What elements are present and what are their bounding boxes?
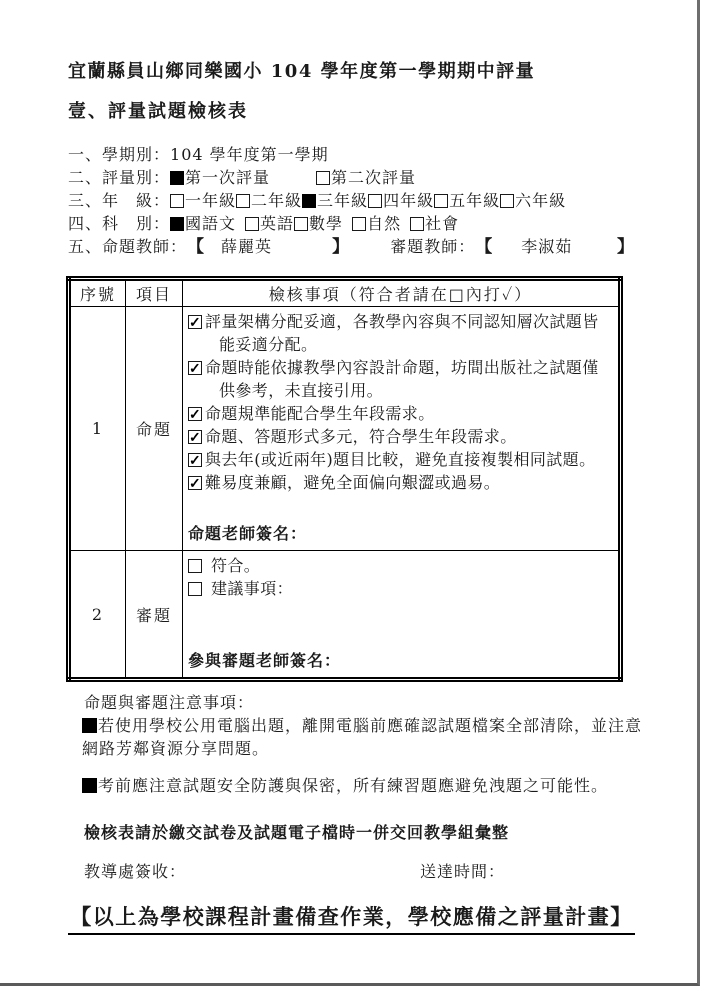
- checkbox-checked-icon[interactable]: [188, 315, 202, 329]
- checkbox-empty-icon[interactable]: [188, 559, 202, 573]
- signature-label: 參與審題老師簽名：: [188, 651, 342, 670]
- filled-square-icon: [82, 718, 97, 733]
- row-item: 審題: [126, 551, 183, 680]
- grade-option-6[interactable]: [500, 190, 566, 212]
- field-subject: [68, 213, 635, 235]
- checkbox-filled-icon[interactable]: [302, 194, 316, 208]
- checkbox-empty-icon[interactable]: [188, 582, 202, 596]
- checkbox-label: 社會: [425, 214, 460, 233]
- checklist-item: [188, 448, 614, 471]
- bracket-open: 【: [187, 237, 206, 257]
- evaluation-label: 二、評量別：: [68, 168, 171, 187]
- table-row: [69, 551, 621, 680]
- checklist-text: 評量架構分配妥適，各教學內容與不同認知層次試題皆能妥適分配。: [205, 312, 599, 354]
- field-teachers: [68, 236, 635, 258]
- field-grade: [68, 190, 635, 212]
- banner-row: [68, 901, 635, 935]
- row-detail: [183, 551, 621, 680]
- checkbox-label: 三年級: [317, 191, 369, 210]
- reviewer-name: 李淑茹: [521, 237, 573, 256]
- note-text: 考前應注意試題安全防護與保密，所有練習題應避免洩題之可能性。: [98, 776, 609, 795]
- delivery-time-label: 送達時間：: [420, 862, 506, 881]
- notes-heading: 命題與審題注意事項：: [84, 693, 255, 712]
- filled-square-icon: [82, 778, 97, 793]
- note-item: [82, 714, 642, 760]
- evaluation-option-2[interactable]: [316, 167, 416, 189]
- grade-label: 三、年 級：: [68, 191, 171, 210]
- checkbox-label: 四年級: [383, 191, 435, 210]
- bracket-close: 】: [332, 237, 351, 257]
- checklist-text: 命題、答題形式多元，符合學生年段需求。: [205, 427, 517, 446]
- table-row: [69, 307, 621, 551]
- checkbox-label: 第二次評量: [331, 168, 417, 187]
- checkbox-checked-icon[interactable]: [188, 361, 202, 375]
- checkbox-label: 一年級: [185, 191, 237, 210]
- notes-section: [68, 692, 643, 797]
- reviewer-label: 審題教師：: [390, 237, 476, 256]
- grade-option-5[interactable]: [434, 190, 500, 212]
- checklist-item: [188, 471, 614, 494]
- row-no: 2: [69, 551, 126, 680]
- checkbox-label: 二年級: [251, 191, 303, 210]
- checkbox-empty-icon[interactable]: [294, 217, 308, 231]
- grade-option-3[interactable]: [302, 190, 368, 212]
- field-semester: [68, 144, 635, 166]
- checklist-text: 命題規準能配合學生年段需求。: [205, 404, 435, 423]
- checkbox-checked-icon[interactable]: [188, 430, 202, 444]
- grade-option-1[interactable]: [170, 190, 236, 212]
- checkbox-empty-icon[interactable]: [352, 217, 366, 231]
- checkbox-label: 國語文: [185, 214, 237, 233]
- row-item: 命題: [126, 307, 183, 551]
- checklist-text: 建議事項：: [211, 579, 294, 598]
- note-text: 若使用學校公用電腦出題，離開電腦前應確認試題檔案全部清除，並注意網路芳鄰資源分享問題。: [82, 716, 643, 758]
- checklist-item: [188, 577, 614, 600]
- office-sign-label: 教導處簽收：: [84, 862, 187, 881]
- proposer-label: 五、命題教師：: [68, 237, 188, 256]
- checklist-item: [188, 310, 614, 356]
- subject-option-1[interactable]: [170, 213, 236, 235]
- checklist-item: [188, 402, 614, 425]
- checklist-table: [66, 276, 623, 682]
- checkbox-empty-icon[interactable]: [410, 217, 424, 231]
- semester-label: 一、學期別：: [68, 145, 171, 164]
- checklist-text: 難易度兼顧，避免全面偏向艱澀或過易。: [205, 473, 501, 492]
- section-heading: 壹、評量試題檢核表: [68, 101, 248, 122]
- checkbox-empty-icon[interactable]: [316, 171, 330, 185]
- checkbox-checked-icon[interactable]: [188, 407, 202, 421]
- checkbox-checked-icon[interactable]: [188, 476, 202, 490]
- checkbox-empty-icon[interactable]: [170, 194, 184, 208]
- column-header-no: 序號: [69, 279, 126, 307]
- column-header-criteria: 檢核事項（符合者請在□內打✓）: [183, 279, 621, 307]
- checklist-item: [188, 425, 614, 448]
- checkbox-empty-icon[interactable]: [368, 194, 382, 208]
- subject-option-2[interactable]: [245, 213, 294, 235]
- checklist-text: 命題時能依據教學內容設計命題，坊間出版社之試題僅供參考，未直接引用。: [205, 358, 599, 400]
- checkbox-label: 五年級: [449, 191, 501, 210]
- checkbox-filled-icon[interactable]: [170, 217, 184, 231]
- checkbox-empty-icon[interactable]: [500, 194, 514, 208]
- checkbox-label: 數學: [309, 214, 344, 233]
- subject-label: 四、科 別：: [68, 214, 171, 233]
- checkbox-empty-icon[interactable]: [434, 194, 448, 208]
- note-item: [82, 774, 642, 797]
- bracket-open: 【: [475, 237, 494, 257]
- signature-label: 命題老師簽名：: [188, 524, 308, 543]
- table-header-row: [69, 279, 621, 307]
- checkbox-empty-icon[interactable]: [245, 217, 259, 231]
- checklist-text: 與去年(或近兩年)題目比較，避免直接複製相同試題。: [205, 450, 596, 469]
- proposer-name: 薛麗英: [221, 237, 273, 256]
- submit-instruction: 檢核表請於繳交試卷及試題電子檔時一併交回教學組彙整: [84, 823, 510, 842]
- signoff-row: [68, 859, 635, 881]
- subject-option-5[interactable]: [410, 213, 459, 235]
- checkbox-label: 自然: [367, 214, 402, 233]
- row-no: 1: [69, 307, 126, 551]
- grade-option-4[interactable]: [368, 190, 434, 212]
- field-evaluation: [68, 167, 635, 189]
- column-header-item: 項目: [126, 279, 183, 307]
- checkbox-checked-icon[interactable]: [188, 453, 202, 467]
- checklist-item: [188, 356, 614, 402]
- row-detail: [183, 307, 621, 551]
- checklist-item: [188, 554, 614, 577]
- checkbox-label: 第一次評量: [185, 168, 271, 187]
- checkbox-filled-icon[interactable]: [170, 171, 184, 185]
- subject-option-3[interactable]: [294, 213, 343, 235]
- checklist-text: 符合。: [211, 556, 261, 575]
- evaluation-option-1[interactable]: [170, 167, 270, 189]
- checkbox-label: 六年級: [515, 191, 567, 210]
- page-title: 宜蘭縣員山鄉同樂國小 104 學年度第一學期期中評量: [68, 61, 536, 82]
- semester-value: 104 學年度第一學期: [170, 145, 329, 164]
- subject-option-4[interactable]: [352, 213, 401, 235]
- checkbox-label: 英語: [260, 214, 295, 233]
- bottom-banner: 【以上為學校課程計畫備查作業，學校應備之評量計畫】: [68, 901, 635, 935]
- grade-option-2[interactable]: [236, 190, 302, 212]
- checkbox-empty-icon[interactable]: [236, 194, 250, 208]
- bracket-close: 】: [617, 237, 635, 257]
